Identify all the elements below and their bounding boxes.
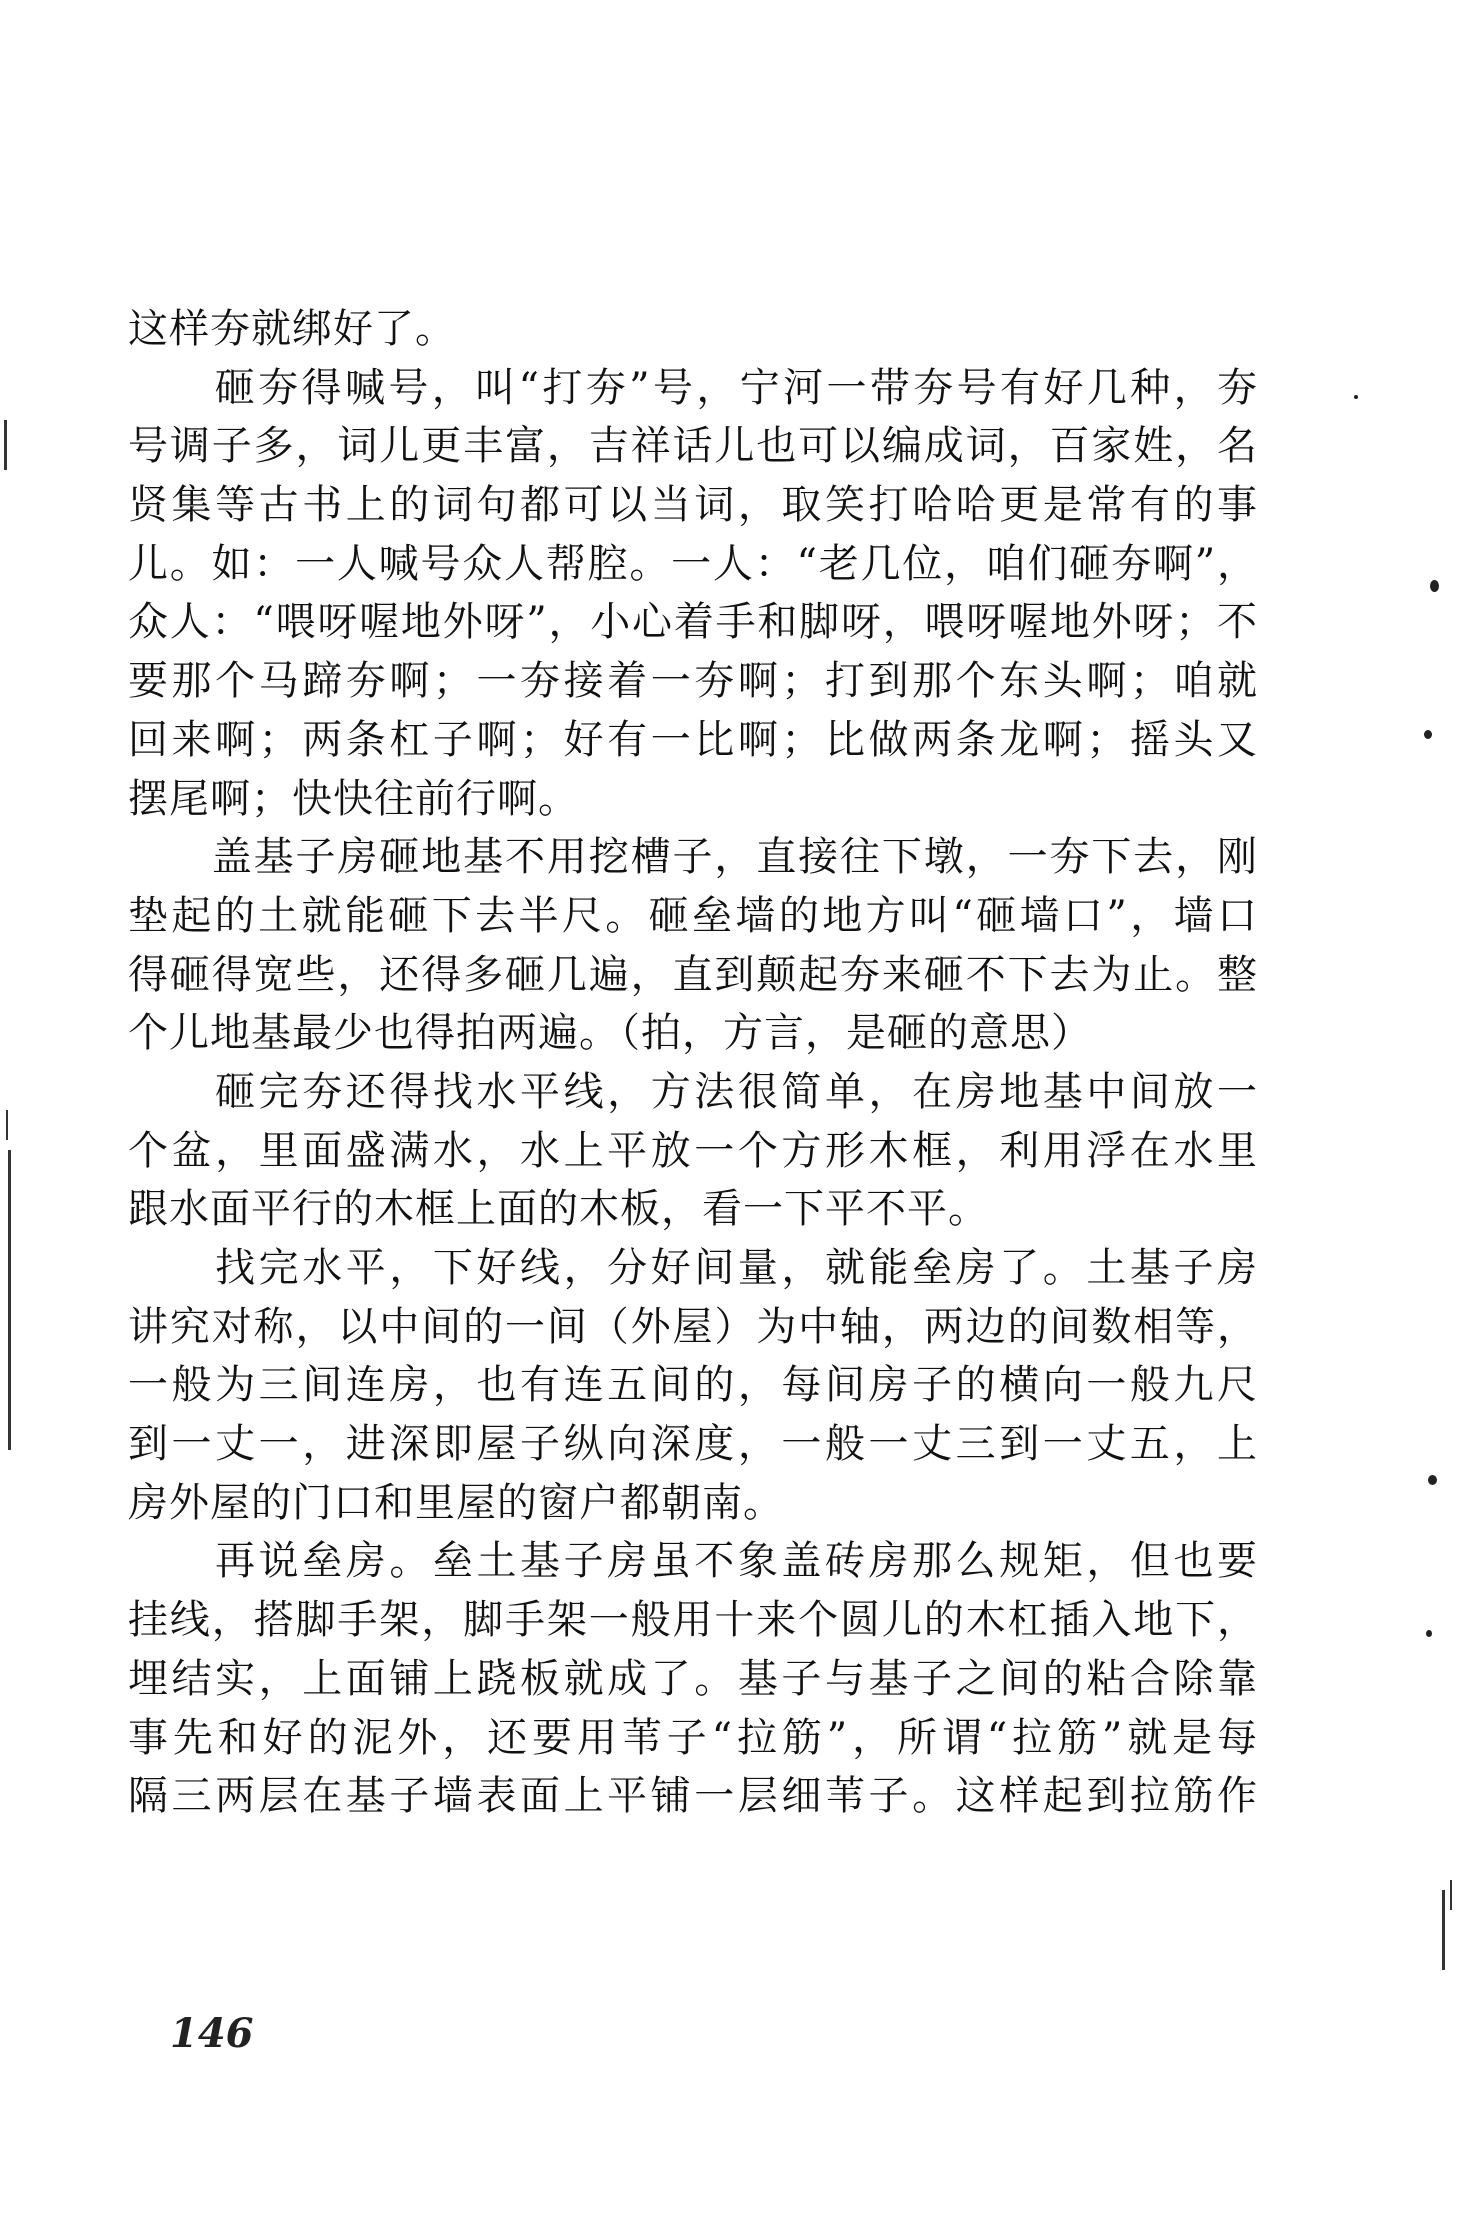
scan-edge-mark [4,420,7,470]
text-line: 隔三两层在基子墙表面上平铺一层细苇子。这样起到拉筋作 [128,1773,1258,1820]
text-line: 摆尾啊；快快往前行啊。 [128,775,579,822]
text-line: 一般为三间连房，也有连五间的，每间房子的横向一般九尺 [128,1362,1258,1409]
text-line: 砸完夯还得找水平线，方法很简单，在房地基中间放一 [128,1068,1258,1115]
text-line: 垫起的土就能砸下去半尺。砸垒墙的地方叫“砸墙口”，墙口 [128,892,1258,939]
text-line: 埋结实，上面铺上跷板就成了。基子与基子之间的粘合除靠 [128,1655,1258,1702]
scan-edge-mark [8,1150,11,1450]
text-line: 个盆，里面盛满水，水上平放一个方形木框，利用浮在水里 [128,1127,1258,1174]
scan-speck [1424,730,1432,739]
text-line: 个儿地基最少也得拍两遍。（拍，方言，是砸的意思） [128,1010,1092,1057]
scan-speck [1426,1630,1432,1637]
text-line: 要那个马蹄夯啊；一夯接着一夯啊；打到那个东头啊；咱就 [128,658,1258,705]
scan-speck [1428,1475,1437,1485]
text-line: 回来啊；两条杠子啊；好有一比啊；比做两条龙啊；摇头又 [128,716,1258,763]
text-line: 房外屋的门口和里屋的窗户都朝南。 [128,1479,784,1526]
scan-speck [1354,395,1358,399]
text-line: 事先和好的泥外，还要用苇子“拉筋”，所谓“拉筋”就是每 [128,1714,1258,1761]
body-text [128,300,1258,1826]
text-line: 讲究对称，以中间的一间（外屋）为中轴，两边的间数相等， [128,1303,1258,1350]
text-line: 贤集等古书上的词句都可以当词，取笑打哈哈更是常有的事 [128,482,1258,529]
text-line: 再说垒房。垒土基子房虽不象盖砖房那么规矩，但也要 [128,1538,1258,1585]
scan-edge-mark [1450,1880,1452,1910]
text-line: 盖基子房砸地基不用挖槽子，直接往下墩，一夯下去，刚 [128,834,1258,881]
text-line: 砸夯得喊号，叫“打夯”号，宁河一带夯号有好几种，夯 [128,364,1258,411]
text-line: 找完水平，下好线，分好间量，就能垒房了。土基子房 [128,1245,1258,1291]
text-line: 挂线，搭脚手架，脚手架一般用十来个圆儿的木杠插入地下， [128,1597,1258,1644]
text-line: 到一丈一，进深即屋子纵向深度，一般一丈三到一丈五，上 [128,1421,1258,1468]
text-line: 得砸得宽些，还得多砸几遍，直到颠起夯来砸不下去为止。整 [128,951,1258,998]
scan-edge-mark [1442,1890,1445,1970]
page-number: 146 [170,2010,254,2057]
scan-speck [1430,580,1439,592]
text-line: 号调子多，词儿更丰富，吉祥话儿也可以编成词，百家姓，名 [128,423,1258,470]
text-line: 跟水面平行的木框上面的木板，看一下平不平。 [128,1186,989,1233]
text-line: 这样夯就绑好了。 [128,306,456,352]
scan-edge-mark [6,1110,8,1140]
text-line: 儿。如：一人喊号众人帮腔。一人：“老几位，咱们砸夯啊”， [128,540,1258,587]
text-line: 众人：“喂呀喔地外呀”，小心着手和脚呀，喂呀喔地外呀；不 [128,599,1258,646]
